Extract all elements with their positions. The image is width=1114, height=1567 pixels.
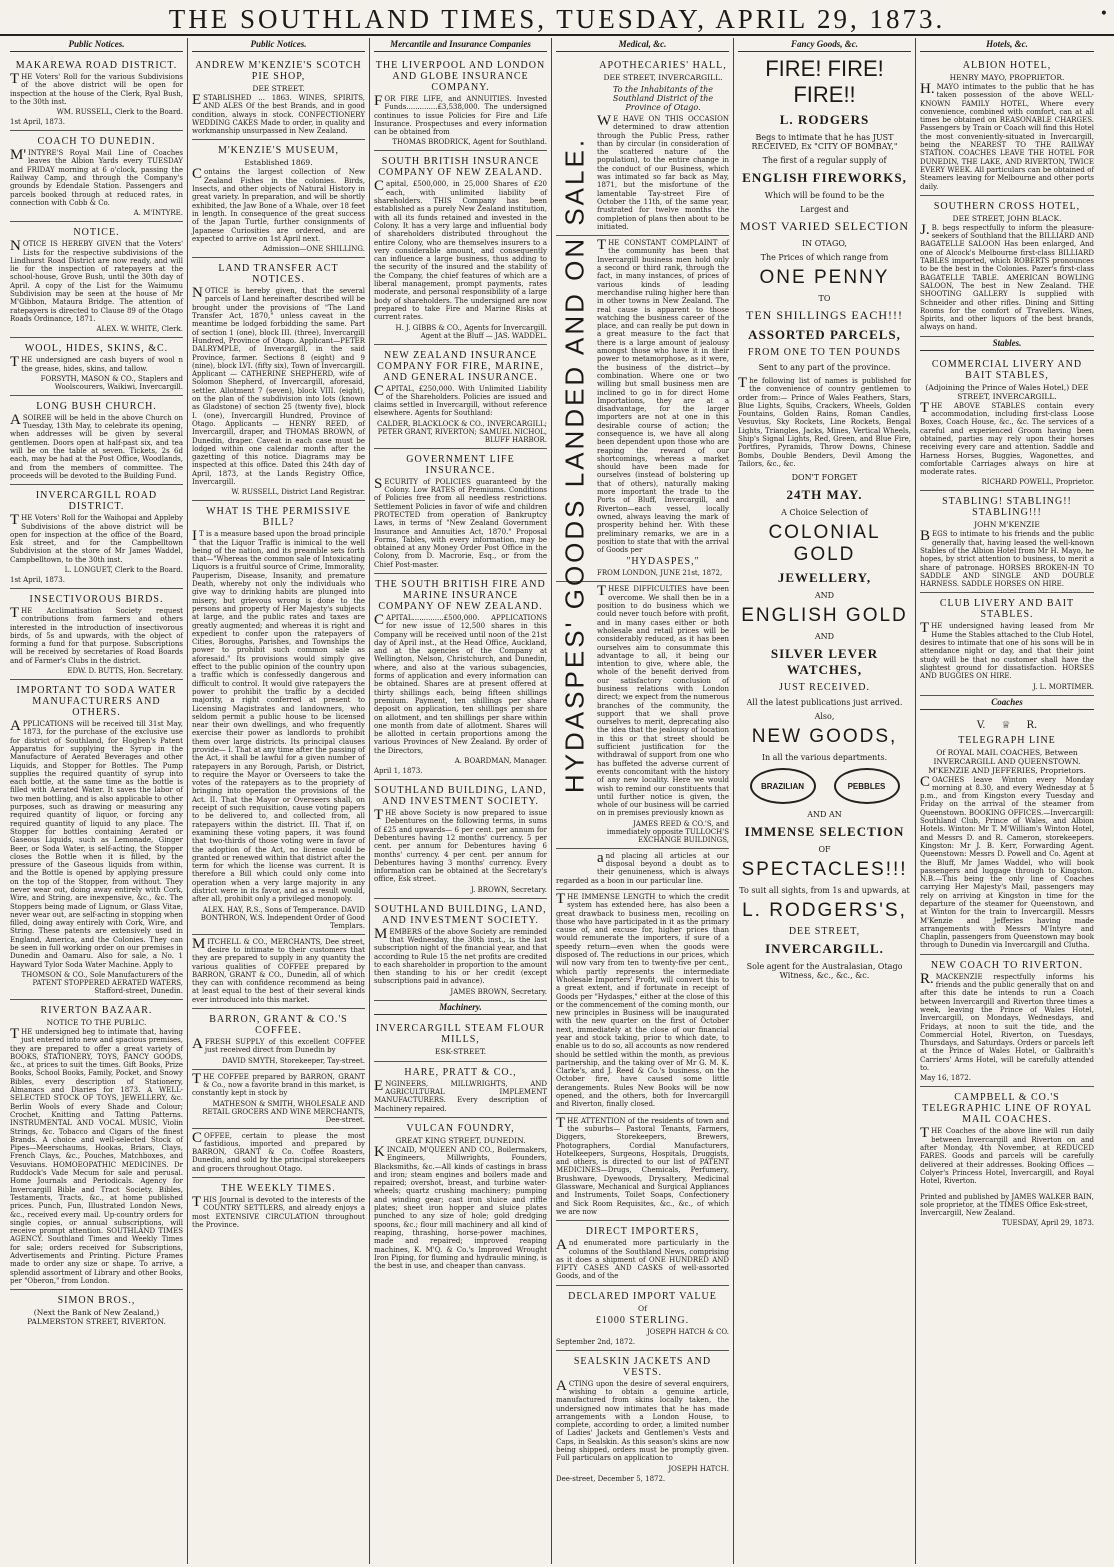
advertisement (920, 593, 1094, 695)
column-3 (370, 38, 552, 1564)
ad-subheading: Of ROYAL MAIL COACHES, Between INVERCARGILL AND QUEENSTOWN. M'KENZIE AND JEFFERIES, Proprietors. (928, 747, 1086, 775)
sent-line: Sent to any part of the province. (758, 363, 891, 372)
column-6 (916, 38, 1098, 1564)
ad-date: April 1, 1873. (374, 767, 423, 776)
dot-mark: • (1099, 6, 1108, 22)
ad-heading: ALBION HOTEL, (962, 60, 1052, 71)
ad-body: R.MACKENZIE respectfully informs his friends and the public generally that on and after this date he intends to run a Coach between Invercargill and Riverton three times a week, leaving the Prince of Wales Hotel, Invercargill, on Mondays, Wednesdays, and Fridays, at noon to suit the tide, and the Commercial Hotel, Riverton, on Tuesdays, Thursdays, and Saturdays. Orders or parcels left at the Prince of Wales Hotel, or Galbraith's Carriers' Arms Hotel, will be carefully attended to. (920, 970, 1094, 1073)
ad-body: CAPITAL, £250,000. With Unlimited Liability of the Shareholders. Policies are issued and claims settled in Invercargill, without reference elsewhere. Agents for Southland: (374, 382, 547, 418)
ad-heading: CLUB LIVERY AND BAIT STABLES. (939, 598, 1075, 621)
column-4 (552, 38, 734, 1564)
ad-signature: JOSEPH HATCH & CO. (647, 1327, 729, 1336)
ad-heading: LONG BUSH CHURCH. (36, 400, 157, 412)
crest-letter: V. (976, 719, 986, 731)
ad-body: Capital, £500,000, in 25,000 Shares of £20 each, with unlimited liability of shareholders. THIS Company has been established as a purely New Zealand institution, with all its funds retained and invested in the Colony. It has a very large and influential body of shareholders distributed throughout the entire Colony, who are themselves insurers to a very considerable amount, and consequently can influence a large business, thus adding to the security of the insured and the stability of the Company, the chief features of which are a liberal management, prompt payments, rates moderate, and personal responsibility of a large body of shareholders. The undersigned are now prepared to take Fire and Marine Risks at current rates. (374, 178, 547, 322)
ad-signature: WM. RUSSELL, Clerk to the Board. (56, 108, 183, 117)
ad-heading: SOUTH BRITISH INSURANCE COMPANY OF NEW ZEALAND. (378, 156, 543, 179)
ad-body: THE ABOVE STABLES contain every accommodation, including first-class Loose Boxes, Coach House, &c., &c. The services of a careful and experienced Groom having been obtained, parties may rely upon their horses receiving every care and attention. Saddle and Harness Horses, Buggies, Wagonettes, and comfortable Carriages always on hire at moderate rates. (920, 399, 1094, 477)
ad-body: COACHES leave Winton every Monday morning at 8.30, and every Wednesday at 5 p.m., and from Kingston every Tuesday and Friday on the arrival of the steamer from Queenstown. BOOKING OFFICES.—Invercargill: Southland Club, Prince of Wales, and Albion Hotels. Winton: Mr T. M'William's Winton Hotel, and Messrs D. and R. Cameron, storekeepers. Kingston: Mr J. B. Kerr, Forwarding Agent. Queenstown: Messrs D. Powell and Co. Agent at the Bluff, Mr James Waddel, who will book passengers and luggage through to Kingston. N.B.—This being the only line of Coaches carrying Her Majesty's Mail, passengers may rely on arriving at Kingston in time for the departure of the steamer for Queenstown, and at Winton for the train to Invercargill. Messrs M'Kenzie and Jefferies having made arrangements with Messrs M'Intyre and Chaplin, passengers from Queenstown may book through to Dunedin via Invercargill and Clutha. (920, 773, 1094, 950)
ad-heading: VULCAN FOUNDRY, (406, 1122, 515, 1134)
ad-body: THESE DIFFICULTIES have been overcome. We shall then be in a position to do business which we could never touch before with profit, and in many cases either or both wholesale and retail prices will be considerably reduced, as it has been ourselves aim to consummate this advantage to all, it being our intention to give, where able, the whole of the benefit derived from our satisfactory conclusion of business relations with London direct; we expect from the numerous branches of the community, the support that we shall prove ourselves to merit, deprecating also the idea that the jealousy of location in this or that street should be sufficient justification for the withdrawal of support from one who has buffeted the adverse current of events concomitant with the history of any new locality. Here we would wish to remind our constituents that until further notice is given, the whole of our business will be carried on in premises previously known as (597, 583, 729, 818)
advertisement (192, 55, 365, 140)
ad-heading: THE WEEKLY TIMES. (221, 1182, 336, 1194)
ad-signature: W. RUSSELL, District Land Registrar. (231, 488, 365, 497)
ad-body: BEGS to intimate to his friends and the public generally that, having leased the well-known Stables of the Albion Hotel from Mr H. Mayo, he hopes, by strict attention to business, to merit a share of patronage. HORSES BROKEN-IN TO SADDLE AND SINGLE AND DOUBLE HARNESS. SADDLE HORSES ON HIRE. (920, 528, 1094, 589)
ad-signature: JOSEPH HATCH. (668, 1464, 729, 1473)
advertisement (556, 1114, 729, 1222)
advertisement (374, 1118, 547, 1274)
english-gold: ENGLISH GOLD (741, 605, 908, 627)
ad-heading: THE LIVERPOOL AND LONDON AND GLOBE INSURANCE COMPANY. (375, 60, 546, 93)
ad-body: THE undersigned having leased from Mr Hume the Stables attached to the Club Hotel, desires to intimate that one of his sons will be in attendance night or day, and that their joint study will be that no customer shall have the slightest ground for dissatisfaction. HORSES AND BUGGIES ON HIRE. (920, 620, 1094, 681)
advertisement (10, 680, 183, 1000)
vertical-banner (556, 55, 594, 875)
advertisement (374, 574, 547, 780)
advertisement (10, 55, 183, 131)
otago-line: IN OTAGO, (802, 239, 847, 248)
immense-selection: IMMENSE SELECTION (744, 824, 905, 840)
ad-body: AFRESH SUPPLY of this excellent COFFEE just received direct from Dunedin by (192, 1036, 365, 1055)
ad-body: THE CONSTANT COMPLAINT of the community has been that Invercargill business men hold only a second or third rank, through the fact, in many instances, of prices of various kinds of leading merchandise ruling higher here than in other towns in New Zealand. The real cause is apparent to those watching the business career of the place, and can really be put down in a great measure to the fact that there is a large amount of jealousy amongst those who have it in their power to metamorphose, as it were, the business of the district—by combination. Where one or two willing but small business men are inclined to go in for direct Home Importations, they are at a disadvantage, for the larger importers are not at one in this desirable course of action; the consequence is, we have all along been dependent upon those who are reaping the reward of our shortcomings, whereas a market should have been made for ourselves (instead of bolstering up that of others), naturally making more important the trade to the Ports of Bluff, Invercargill, and Riverton—each vessel, locally owned, always leaving the mark of prosperity behind her. With these preliminary remarks, we are in a position to state that with the arrival of Goods per (597, 237, 729, 555)
ad-subheading: Of (638, 1303, 647, 1313)
ad-heading: LAND TRANSFER ACT NOTICES. (218, 263, 339, 286)
ad-body: FOR FIRE LIFE, and ANNUITIES. Invested Funds..............£3,538,000. The undersigned continues to issue Policies for Fire and Life Insurance. Prospectuses and every information can be obtained from (374, 93, 547, 137)
column-1 (6, 38, 188, 1564)
ad-heading: SEALSKIN JACKETS AND VESTS. (573, 1355, 712, 1378)
ad-body: THE undersigned beg to intimate that, having just entered into new and spacious premises, they are prepared to offer a great variety of BOOKS, STATIONERY, TOYS, FANCY GOODS, &c., at prices to suit the times. Gift Books, Prize Books, School Books, Family, Pocket, and Snowy Bibles, every description of Stationery, Almanacs and Diaries for 1873. A WELL-SELECTED STOCK OF TOYS, JEWELLERY, &c. Berlin Wools of every Shade and Colour; Crochet, Knitting and Tatting Patterns. INSTRUMENTAL AND VOCAL MUSIC, Violin Strings, &c. Tobacco and Cigars of the finest Brands. A choice and well-selected Stock of Pipes—Meerschaums, Hookas, Briars, Clays, French Clays, &c., Pouches, Matchboxes, and Vesuvians. HOMOEOPATHIC MEDICINES. Dr Ruddock's Vade Mecum for sale and perusal. Home Journals and Periodicals. Agency for Invercargill Bible and Tract Society. Bibles, Testaments, Tracts, &c., at home published prices. Punch, Fun, Illustrated London News, &c., received every mail. Up-country orders for single copies, or annual subscriptions, will receive prompt attention. SOUTHLAND TIMES AGENCY. Southland Times and Weekly Times for sale; orders received for Subscriptions, Advertisements and Printing. Picture Frames made to order any size or shape. To arrive, a splendid assortment of Library and other Books, per "Oberon," from London. (10, 1025, 183, 1285)
ad-body: THE undersigned are cash buyers of wool n the grease, hides, skins, and tallow. (10, 354, 183, 373)
advertisement (374, 449, 547, 574)
one-to-ten: FROM ONE TO TEN POUNDS (747, 347, 902, 358)
advertisement (556, 890, 729, 1114)
section-heading: Coaches (920, 696, 1094, 710)
intro-line: Largest and (800, 205, 849, 214)
ad-body: COFFEE, certain to please the most fastidious, imported and prepared by BARRON, GRANT & Co. Coffee Roasters, Dunedin, and sold by the principal storekeepers and grocers throughout Otago. (192, 1129, 365, 1173)
suit-line: To suit all sights, from 1s and upwards, at (739, 886, 910, 896)
ad-body: M'INTYRE'S Royal Mail Line of Coaches leaves the Albion Yards every TUESDAY and FRIDAY morning at 6 o'clock, passing the Railway Camp, and through the Company's grounds by Edendale Station. Passengers and parcels booked through at reduced rates, in connection with Cobb & Co. (10, 147, 183, 207)
advertisement (192, 140, 365, 258)
ad-body: KINCAID, M'QUEEN AND CO., Boilermakers, Engineers, Millwrights, Founders, Blacksmiths, &c.—All kinds of castings in brass and iron; steam engines and boilers made and repaired; overshot, breast, and turbine water-wheels; quartz crushing machinery; pumping and winding gear; cast iron sluice and riffle plates; sheet iron hopper and sluice plates punched to any size of hole; gold dredging spoons, &c.; flour mill machinery and all kind of reaping, thrashing, horse-power machines, made and repaired; improved reaping machines, K. M'Q. & Co.'s Improved Wrought Iron Piping, for fluming and hydraulic mining, is the best in use, and cheaper than canvass. (374, 1143, 547, 1271)
ad-body: MEMBERS of the above Society are reminded that Wednesday, the 30th inst., is the last subscription night of the financial year, and that according to Rule 15 the net profits are credited to each shareholder in proportion to the amount then standing to his or her credit (except subscriptions paid in advance). (374, 925, 547, 986)
advertisement (920, 196, 1094, 337)
ad-heading: WOOL, HIDES, SKINS, &C. (24, 343, 169, 355)
ad-heading: GOVERNMENT LIFE INSURANCE. (406, 453, 515, 476)
fireworks-list: The following list of names is published for the convenience of country gentlemen to order from:— Prince of Wales Feathers, Stars, Blue Lights, Squibs, Crackers, Wheels, Golden Fountains, Golden Rains, Roman Candles, Vesuvius, Sky Rockets, Line Rockets, Bengal Lights, Triangles, Jacks, Mines, Vertical Wheels, Ship's Signal Lights, Red, Green, and Blue Fire, Portfires, Pyramids, Throw Downs, Chinese Bombs, Double Benders, Devil Among the Tailors, &c., &c. (738, 375, 911, 468)
assorted-parcels: ASSORTED PARCELS, (748, 327, 901, 342)
ad-body: ACTING upon the desire of several enquirers, wishing to obtain a genuine article, manufactured from skins locally taken, the undersigned now intimates that he has made arrangements with a London House, to complete, according to order, a limited number of Ladies' Jackets and Gentlemen's Vests and Caps, in Sealskin. As this season's skins are now being shipped, orders must be promptly given. Full particulars on application to (556, 1377, 729, 1463)
ad-signature: EDW. D. BUTTS, Hon. Secretary. (67, 667, 183, 676)
and-an-line: AND AN (807, 810, 842, 820)
ad-body: MITCHELL & CO., MERCHANTS, Dee street, desire to intimate to their customers that they are prepared to supply in any quantity the various qualities of COFFEE prepared by BARRON, GRANT & CO., Dunedin, all of which they can with confidence recommend as being at least equal to the best of their several kinds ever introduced into this market. (192, 935, 365, 1004)
ad-heading: WHAT IS THE PERMISSIVE BILL? (206, 506, 351, 529)
advertisement (10, 222, 183, 338)
ad-address-line: To the Inhabitants of the Southland District of the Province of Otago. (612, 85, 714, 112)
masthead (0, 0, 1114, 36)
column-heading: Public Notices. (192, 38, 365, 52)
just-received: JUST RECEIVED. (778, 682, 871, 694)
ad-date: 1st April, 1873. (10, 575, 65, 584)
advertisement (192, 935, 365, 1009)
also-line: Also, (814, 712, 835, 722)
advertisement (10, 396, 183, 485)
new-goods: NEW GOODS, (751, 726, 898, 748)
ad-body: WE HAVE ON THIS OCCASION determined to draw attention through the Public Press, rather than by circular (in consideration of the scattered nature of the population), to the entire change in the conduct of our Business, which was intimated so far back as May, 1871, but the misfortune of the lamentable Tay-street Fire of October the 11th, of the same year, frustrated for twelve months the completion of plans then about to be initiated. (597, 113, 729, 231)
ad-heading: MAKAREWA ROAD DISTRICT. (15, 60, 178, 71)
ad-subheading: "HYDASPES," (626, 556, 700, 568)
ad-signature: CALDER, BLACKLOCK & CO., INVERCARGILL; PETER GRANT, RIVERTON; SAMUEL NICHOL, BLUFF HARBOR. (377, 419, 547, 444)
ad-subheading: (Next the Bank of New Zealand,) PALMERSTON STREET, RIVERTON. (27, 1308, 166, 1327)
brazilian-lens: BRAZILIAN (750, 768, 816, 804)
ten-shillings: TEN SHILLINGS EACH!!! (746, 308, 903, 322)
vertical-banner-text: HYDASPES' GOODS LANDED AND ON SALE. (559, 136, 590, 794)
advertisement (374, 55, 547, 151)
ad-body: THE Voters' Roll for the Waihopai and Appleby Subdivisions of the above district will be open for inspection at the office of the Board, Esk street, and for the Campbelltown Subdivision at the store of Mr James Waddel, Campbelltown, to the 30th inst. (10, 512, 183, 564)
ad-heading: RIVERTON BAZAAR. (40, 1004, 153, 1016)
advertisement (920, 955, 1094, 1088)
advertisement (192, 1129, 365, 1178)
ad-heading: IMPORTANT TO SODA WATER MANUFACTURERS AND OTHERS. (16, 685, 177, 719)
ad-heading: TELEGRAPH LINE (958, 734, 1056, 746)
ad-subheading: DEE STREET. (252, 84, 305, 93)
ad-date: September 2nd, 1872. (556, 1337, 636, 1346)
advertisement (10, 485, 183, 589)
ad-heading: HARE, PRATT & CO., (404, 1066, 517, 1078)
ad-subheading: £1000 STERLING. (595, 1314, 690, 1326)
ad-body: THE IMMENSE LENGTH to which the credit system has extended here, has also been a great drawback to business men, recoiling on those who have participated in it as the primary cause of, and excuse for, higher prices than would remunerate the importers, if sure of a speedy return—even when the goods were disposed of. The reductions in our prices, which will now vary from ten to twenty-five per cent., which partly represents the intermediate Wholesale Importers' Profit, will convert this to a great extent, and if fortunate in receipt of Goods per "Hydaspes," either at the close of this or the commencement of the coming month, our new principles in Business will be inaugurated with the new quarter on the first of October next, immediately at the close of our financial year and stock taking, prior to which date, to enable us to do so, all accounts as now rendered should be settled within the month, as previous partnership, and the taking over of Mr G. M. K. Clarke's, and J. Reed & Co.'s business, on the October fire, have caused some little derangements. Rules New Books will be now opened, and the others, both for Invercargill and Riverton, finally closed. (556, 890, 729, 1109)
ad-heading: M'KENZIE'S MUSEUM, (217, 145, 340, 157)
ad-signature: J. BROWN, Secretary. (470, 885, 547, 894)
ad-signature: ALEX. HAY, R.S., Sons of Temperance. DAVID BONTHRON, W.S. Independent Order of Good Templars. (200, 905, 365, 930)
crest-letter: R. (1026, 719, 1038, 731)
ad-subheading: NOTICE TO THE PUBLIC. (46, 1017, 147, 1027)
ad-body: THE Acclimatisation Society request contributions from farmers and others interested in the introduction of insectivorous birds, of 5s and upwards, with the object of forming a fund for that purpose. Subscriptions will be received by secretaries of Road Boards and of Farmer's Clubs in the district. (10, 604, 183, 665)
advertisement (556, 1351, 729, 1487)
column-5 (734, 38, 916, 1564)
advertisement (192, 1070, 365, 1129)
ad-signature: FORSYTH, MASON & CO., Staplers and Woolscourers, Waikiwi, Invercargill. (40, 374, 183, 391)
section-heading: Stables. (920, 337, 1094, 351)
advertisement (920, 491, 1094, 593)
ad-subheading: GREAT KING STREET, DUNEDIN. (395, 1135, 526, 1145)
ad-heading: DECLARED IMPORT VALUE (568, 1290, 717, 1302)
ad-date: 1st April, 1873. (10, 118, 65, 127)
pebbles-lens: PEBBLES (834, 768, 900, 804)
imprint-date: TUESDAY, April 29, 1873. (1001, 1219, 1094, 1228)
advertisement (920, 713, 1094, 955)
colonial-gold: COLONIAL GOLD (768, 522, 881, 566)
invercargill-heading: INVERCARGILL. (765, 941, 884, 957)
ad-heading: ANDREW M'KENZIE'S SCOTCH PIE SHOP, (195, 60, 362, 82)
ad-heading: COACH TO DUNEDIN. (37, 136, 156, 148)
ad-signature: A. BOARDMAN, Manager. (454, 757, 547, 766)
advertisement (374, 1018, 547, 1062)
advertisement (192, 258, 365, 501)
column-2 (188, 38, 370, 1564)
ad-signature: Admission—ONE SHILLING. (262, 245, 365, 254)
advertisement (10, 1000, 183, 1290)
ad-signature: RICHARD POWELL, Proprietor. (981, 478, 1094, 487)
ad-body: THE ATTENTION of the residents of town and the suburbs— Pastoral Tenants, Farmers, Diggers, Storekeepers, Brewers, Photographers, Cordial Manufacturers, Hotelkeepers, Surgeons, Hospitals, Druggists, and others, is directed to our list of PATENT MEDICINES—Drugs, Chemicals, Perfumery, Brushware, Dyewoods, Drysaltery, Medicinal Glassware, Mechanical and Surgical Appliances and Instruments, Toilet Soaps, Confectionery and Sick Room Requisites, &c., &c., of which we are now (556, 1114, 729, 1216)
and-line: AND (814, 632, 835, 642)
advertisement (192, 501, 365, 934)
ad-body: Contains the largest collection of New Zealand Fishes in the colonies. Birds, Insects, and other objects of Natural History in great variety. In preparation, and will be shortly exhibited, the Jaw Bone of a Whale, over 18 feet in length. In consequence of the great success of the Japan Turtle, further consignments of Japanese Curiosities are ordered, and are expected to arrive on 1st April next. (192, 166, 365, 243)
imprint: Printed and published by JAMES WALKER BAIN, sole proprietor, at the TIMES Office Esk-street, Invercargill, New Zealand. (920, 1193, 1094, 1218)
intro-line: Which will be found to be the (764, 191, 885, 200)
ad-date: FROM LONDON, JUNE 21st, 1872, (597, 569, 723, 578)
ad-date: May 16, 1872. (920, 1074, 971, 1083)
ad-body: J.B. begs respectfully to inform the pleasure-seekers of Southland that the BILLIARD AND BAGATELLE SALOON Has been enlarged, And one of Alcock's Melbourne first-class BILLIARD TABLES imported, which ROBERTS pronounces to be the best in the Colonies. Pazer's first-class BAGATELLE TABLE. AMERICAN BOWLING SALOON, The best in New Zealand. THE SHOOTING GALLERY Is supplied with Schneider and other rifles. Dining and Sitting Rooms for the comfort of Travellers. Wines, Spirits, and other liquors of the best brands, always on hand. (920, 221, 1094, 332)
choice-line: A Choice Selection of (781, 508, 868, 518)
ad-body: IT is a measure based upon the broad principle that the Liquor Traffic is inimical to the well being of the nation, and its preamble sets forth that—"Whereas the common sale of Intoxicating Liquors is a fruitful source of Crime, Immorality, Pauperism, Disease, Insanity, and premature Death, whereby not only the individuals who give way to drinking habits are plunged into misery, but grievous wrong is done to the persons and property of Her Majesty's subjects at large, and the public rates and taxes are greatly augmented; and whereas it is right and expedient to confer upon the ratepayers of Cities, Boroughs, Parishes, and Townships the power to prohibit such common sale as aforesaid." Its provisions would simply give effect to the public opinion of the country upon a traffic which is confessedly dangerous and difficult to control. It would give ratepayers the power to prohibit the traffic by a decided majority, a right conferred at present to Licensing Magistrates and landowners, who seldom permit a public house to be licensed near their own dwellings, and who frequently exercise their power as landlords to prohibit them over large districts. Its principal clauses provide— I. That at any time after the passing of the Act, it shall be lawful for a given number of ratepayers in any Borough, Parish, or District, to require the Mayor or Overseers to take the votes of the ratepayers as to the propriety of bringing into operation the provisions of the Act. II. That the Mayor or Overseers shall, on receipt of such requisition, cause voting papers to be delivered to, and collected from, all ratepayers within the district. III. That if, on examining these voting papers, it was found that two-thirds of those voting were in favor of the adoption of the Act, no license could be granted or renewed within that district after the term for which the license was current. It is therefore a Bill which could only come into operation when a very large majority in any district were in its favor, and as a result would, after all, prohibit only a privileged monopoly. (192, 528, 365, 904)
advertisement (192, 1178, 365, 1233)
ad-date: Dee-street, December 5, 1872. (556, 1474, 666, 1483)
ad-body: THE Coaches of the above line will run daily between Invercargill and Riverton on and after Monday, 4th November, at REDUCED FARES. Goods and parcels will be carefully delivered at their addresses. Booking Offices — Colyer's Princess Hotel, Invercargill, and Royal Hotel, Riverton. (920, 1125, 1094, 1186)
ad-body: And enumerated more particularly in the columns of the Southland News, comprising as it does a shipment of ONE HUNDRED AND FIFTY CASES AND CASKS of well-assorted Goods, and of the (556, 1237, 729, 1281)
advertisement (920, 354, 1094, 492)
fire-headline: FIRE! FIRE! FIRE!! (765, 56, 884, 107)
advertisement (374, 345, 547, 449)
ad-signature: H. J. GIBBS & CO., Agents for Invercargill. Agent at the Bluff — JAS. WADDEL. (395, 323, 547, 340)
dee-street: DEE STREET, (788, 926, 861, 938)
ad-heading: COMMERCIAL LIVERY AND BAIT STABLES, (931, 358, 1083, 381)
ad-subheading: (Adjoining the Prince of Wales Hotel,) DEE STREET, INVERCARGILL. (925, 382, 1089, 401)
intro-line: The first of a regular supply of (762, 156, 887, 165)
spectacles-heading: SPECTACLES!!! (741, 859, 908, 881)
ad-signature: A. M'INTYRE. (133, 209, 183, 218)
ad-signature: JAMES REED & CO.'S, and immediately opposite TULLOCH'S EXCHANGE BUILDINGS, (606, 819, 729, 844)
ad-signature: L. LONGUET, Clerk to the Board. (64, 565, 183, 574)
advertisement (10, 131, 183, 222)
ad-body: CAPITAL..............£500,000. APPLICATIONS for new issue of 12,500 shares in this Company will be received until noon of the 21st day of April inst., at the Head Office, Auckland, and at the agencies of the Company at Wellington, Nelson, Christchurch, and Dunedin, where, and also at the various subagencies, forms of application and every information can be obtained. Shares are at present offered at thirty shillings each, being fifteen shillings premium. Payment, ten shillings per share deposit on application, ten shillings per share on allotment, and ten shillings per share within one month from date of allotment. Shares will be allotted in certain proportions among the various Provinces of New Zealand. By order of the Directors, (374, 611, 547, 755)
ad-body: and placing all articles at our disposal beyond a doubt as to their genuineness, which is always regarded as a boon in our particular line. (556, 849, 729, 885)
ad-heading: SOUTHLAND BUILDING, LAND, AND INVESTMENT SOCIETY. (374, 785, 547, 808)
advertisement (10, 589, 183, 680)
ad-signature: THOMAS BRODRICK, Agent for Southland. (392, 138, 547, 147)
advertisement (10, 1290, 183, 1331)
advertisement (920, 1087, 1094, 1189)
ad-subheading: JOHN M'KENZIE (974, 520, 1040, 530)
ad-signature: THOMSON & CO., Sole Manufacturers of the PATENT STOPPERED AERATED WATERS, Stafford-street, Dunedin. (21, 970, 183, 995)
ad-heading: INVERCARGILL STEAM FLOUR MILLS, (375, 1022, 546, 1045)
ad-body: ASOIREE will be held in the above Church on Tuesday, 13th May, to celebrate its opening, when addresses will be given by several gentlemen. Doors open at half-past six, and tea will be on the table at seven. Tickets, 2s 6d each, may be had at the Post Office, Woodlands, and from the members of committee. The proceeds will be devoted to the Building Fund. (10, 411, 183, 480)
column-heading: Public Notices. (10, 38, 183, 52)
ad-body: NOTICE is hereby given, that the several parcels of Land hereinafter described will be brought under the provisions of "The Land Transfer Act, 1870," unless caveat in the meantime be lodged forbidding the same. Part of section 1 (one), block III. (three), Invercargill Hundred, Province of Otago. Applicant—PETER DALRYMPLE, of Invercargill, in the said Province, farmer. Sections 8 (eight) and 9 (nine), block LVI. (fifty six), Town of Invercargill. Applicant — CATHERINE SHEPHERD, wife of Solomon Shepherd, of Invercargill, aforesaid, settler. Allotment 7 (seven), block VIII. (eight), on the plan of the subdivision into lots (known as Gladstone) of section 25 (twenty five), block I. (one), Invercargill Hundred, Province of Otago. Applicants — HENRY REED, of Invercargill, draper, and THOMAS BROWN, of Dunedin, draper. Caveat in each case must be lodged within one calendar month after the gazetting of this notice. Diagrams may be inspected at this office. Dated this 24th day of April, 1873, at the Lands Registry Office, Invercargill. (192, 285, 365, 486)
ad-heading: CAMPBELL & CO.'S TELEGRAPHIC LINE OF ROYAL MAIL COACHES. (922, 1092, 1092, 1126)
ad-body: THE COFFEE prepared by BARRON, GRANT & Co., now a favorite brand in this market, is constantly kept in stock by (192, 1070, 365, 1098)
ad-heading: THE SOUTH BRITISH FIRE AND MARINE INSURANCE COMPANY OF NEW ZEALAND. (375, 578, 546, 612)
crest-icon: ♕ (1001, 719, 1011, 731)
agent-line: Sole agent for the Australasian, Otago Witness, &c., &c., &c. (746, 962, 903, 981)
ad-subheading: DEE STREET, INVERCARGILL. (603, 73, 723, 82)
ad-heading: NEW ZEALAND INSURANCE COMPANY FOR FIRE, MARINE, AND GENERAL INSURANCE. (377, 349, 544, 383)
ad-subheading: DEE STREET, JOHN BLACK. (952, 213, 1062, 223)
column-heading: Medical, &c. (556, 38, 729, 52)
ad-heading: APOTHECARIES' HALL, (599, 60, 727, 71)
rodgers-heading: L. RODGERS'S, (742, 900, 907, 922)
ad-body: SECURITY of POLICIES guaranteed by the Colony. Low RATES of Premiums. Conditions of Policies free from all needless restrictions. Settlement Policies in favor of wife and children PROTECTED from operation of Bankruptcy Laws, in terms of "New Zealand Government Insurance and Annuities Act, 1870." Proposal Forms, Tables, with every information, may be obtained at any Money Order Post Office in the Colony, from D. Macrorie, Esq., or from the Chief Post-master. (374, 475, 547, 569)
of-line: OF (818, 845, 831, 855)
ad-heading: INSECTIVOROUS BIRDS. (29, 593, 164, 605)
ad-heading: NOTICE. (73, 227, 120, 239)
advertisement (374, 1062, 547, 1118)
ad-signature: ALEX. W. WHITE, Clerk. (96, 325, 183, 334)
ad-body: THIS Journal is devoted to the interests of the COUNTRY SETTLERS, and already enjoys a most EXTENSIVE CIRCULATION throughout the Province. (192, 1193, 365, 1229)
royal-crest (920, 720, 1094, 731)
column-heading: Mercantile and Insurance Companies (374, 38, 547, 52)
varied-heading: MOST VARIED SELECTION (739, 219, 909, 233)
ad-heading: NEW COACH TO RIVERTON. (930, 959, 1084, 971)
advertisement (192, 1009, 365, 1070)
ad-heading: STABLING! STABLING!! STABLING!!! (942, 496, 1072, 519)
ad-heading: BARRON, GRANT & CO.'S COFFEE. (209, 1014, 348, 1037)
spectacles-illustration (750, 768, 900, 804)
ad-heading: INVERCARGILL ROAD DISTRICT. (35, 490, 158, 513)
silver-lever: SILVER LEVER WATCHES, (770, 646, 879, 678)
ad-heading: SIMON BROS., (57, 1295, 136, 1307)
ad-body: NOTICE IS HEREBY GIVEN that the Voters' Lists for the respective subdivisions of the Lindhurst Road District are now ready, and will lie for the inspection of ratepayers at the school-house, Grove Bush, until the 30th day of April. A copy of the List for the Waimumu Subdivision may be seen at the house of Mr M'Gibbon, Mataura Bridge. The attention of ratepayers is directed to Clause 89 of the Otago Roads Ordinance, 1871. (10, 238, 183, 323)
one-penny: ONE PENNY (759, 267, 890, 288)
advertisement (374, 780, 547, 899)
ad-heading: SOUTHLAND BUILDING, LAND, AND INVESTMENT SOCIETY. (374, 903, 547, 926)
ad-body: THE above Society is now prepared to issue Debentures on the following terms, in sums of £25 and upwards— 6 per cent. per annum for Debentures having 12 months' currency. 5 per cent. per annum for Debentures having 6 months' currency. 4 per cent. per annum for Debentures having 3 months' currency. Every information can be obtained at the Secretary's office, Esk street. (374, 807, 547, 884)
publications-line: All the latest publications just arrived. (746, 698, 903, 708)
and-line: AND (814, 591, 835, 601)
section-heading: Machinery. (374, 1001, 547, 1015)
advertisement (556, 1286, 729, 1351)
advertisement (374, 151, 547, 344)
ad-body: H.MAYO intimates to the public that he has taken possession of the above WELL-KNOWN FAMILY HOTEL, Where every convenience, combined with comfort, can at all times be obtained on REASONABLE CHARGES. Passengers by Train or Coach will find this Hotel the most conveniently-situated in Invercargill, being the NEAREST TO THE RAILWAY STATION. COACHES LEAVE THE HOTEL FOR DUNEDIN, THE LAKE, AND RIVERTON, TWICE EVERY WEEK. All particulars can be obtained of Steamers leaving for Melbourne and other ports daily. (920, 81, 1094, 191)
may-24: 24TH MAY. (786, 487, 863, 503)
newspaper-title: THE SOUTHLAND TIMES, TUESDAY, APRIL 29, 1873. (168, 4, 946, 34)
ad-signature: MATHESON & SMITH, WHOLESALE AND RETAIL GROCERS AND WINE MERCHANTS, Dee-street. (202, 1099, 365, 1124)
column-heading: Hotels, &c. (920, 38, 1094, 52)
ad-subheading: HENRY MAYO, PROPRIETOR. (949, 73, 1065, 82)
ad-signature: DAVID SMYTH, Storekeeper, Tay-street. (222, 1056, 365, 1065)
ad-body: ESTABLISHED ... 1863. WINES, SPIRITS, AND ALES Of the best Brands, and in good condition, always in stock. CONFECTIONERY WEDDING CAKES Made to order, in quality and workmanship unsurpassed in New Zealand. (192, 92, 365, 136)
intro-line: Begs to intimate that he has JUST RECEIVED, Ex "CITY OF BOMBAY," (751, 133, 898, 151)
advertisement (556, 1221, 729, 1285)
ad-subheading: ESK-STREET. (434, 1046, 487, 1056)
ad-heading: SOUTHERN CROSS HOTEL, (933, 200, 1081, 212)
column-heading: Fancy Goods, &c. (738, 38, 911, 52)
ad-signature: JAMES BROWN, Secretary. (450, 987, 547, 996)
ad-body: THE Voters' Roll for the various Subdivisions of the above district will be open for inspection at the house of the Clerk, Ryal Bush, to the 30th inst. (10, 71, 183, 106)
jewellery: JEWELLERY, (777, 570, 872, 586)
advertisement (920, 55, 1094, 196)
fireworks-heading: ENGLISH FIREWORKS, (742, 170, 907, 185)
ad-body: ENGINEERS, MILLWRIGHTS, AND AGRICULTURAL IMPLEMENT MANUFACTURERS. Every description of Machinery repaired. (374, 1077, 547, 1113)
columns (6, 38, 1108, 1564)
rodgers-name: L. RODGERS (779, 112, 870, 127)
prices-line: The Prices of which range from (760, 253, 889, 262)
to-line: TO (818, 294, 831, 303)
ad-signature: J. L. MORTIMER. (1032, 682, 1094, 691)
advertisement (374, 899, 547, 1001)
dont-forget: DON'T FORGET (791, 473, 858, 483)
advertisement (10, 338, 183, 396)
ad-heading: DIRECT IMPORTERS, (585, 1226, 700, 1238)
column-6-ads (920, 38, 1094, 1189)
departments-line: In all the various departments. (761, 753, 888, 763)
ad-body: APPLICATIONS will be received till 31st May, 1873, for the purchase of the exclusive use for district of Southland, for Hogben's Patent Apparatus for supplying the Syrup in the Manufacture of Aerated Beverages and other Liquids, and Stopper for Bottles. The Pump supplies the required quantity of syrup into each bottle, at the same time as the bottle is filled with Aerated Water. It saves the labor of two men bottling, and is also applicable to other purposes, such as drawing or measuring any required quantity of liquor, or forcing any required quantity of liquid to any place. The Stopper for bottles containing Aerated or Gaseous Liquids, such as Lemonade, Ginger Beer, or Soda Water, is self-acting, the Stopper closes the Bottle when it is filled, by the pressure of the Gaseous liquids from within, and the Bottle is opened by applying pressure on the top of the Stopper, from without. They never wear out, doing away entirely with Cork, Wire, and String, are inexpensive, &c., &c. The Stoppers being made of Lignum, or Glass Vitae, never wear out, are self-acting in stopping when filled, doing away entirely with Cork, Wire, and String. These patents are extensively used in England, America, and the Colonies. They can be seen in full working order on our premises in Dunedin and Oamaru. Also for sale, a No. 1 Hayward Tylor Soda Water Machine. Apply to (10, 718, 183, 969)
ad-subheading: Established 1869. (244, 158, 313, 168)
